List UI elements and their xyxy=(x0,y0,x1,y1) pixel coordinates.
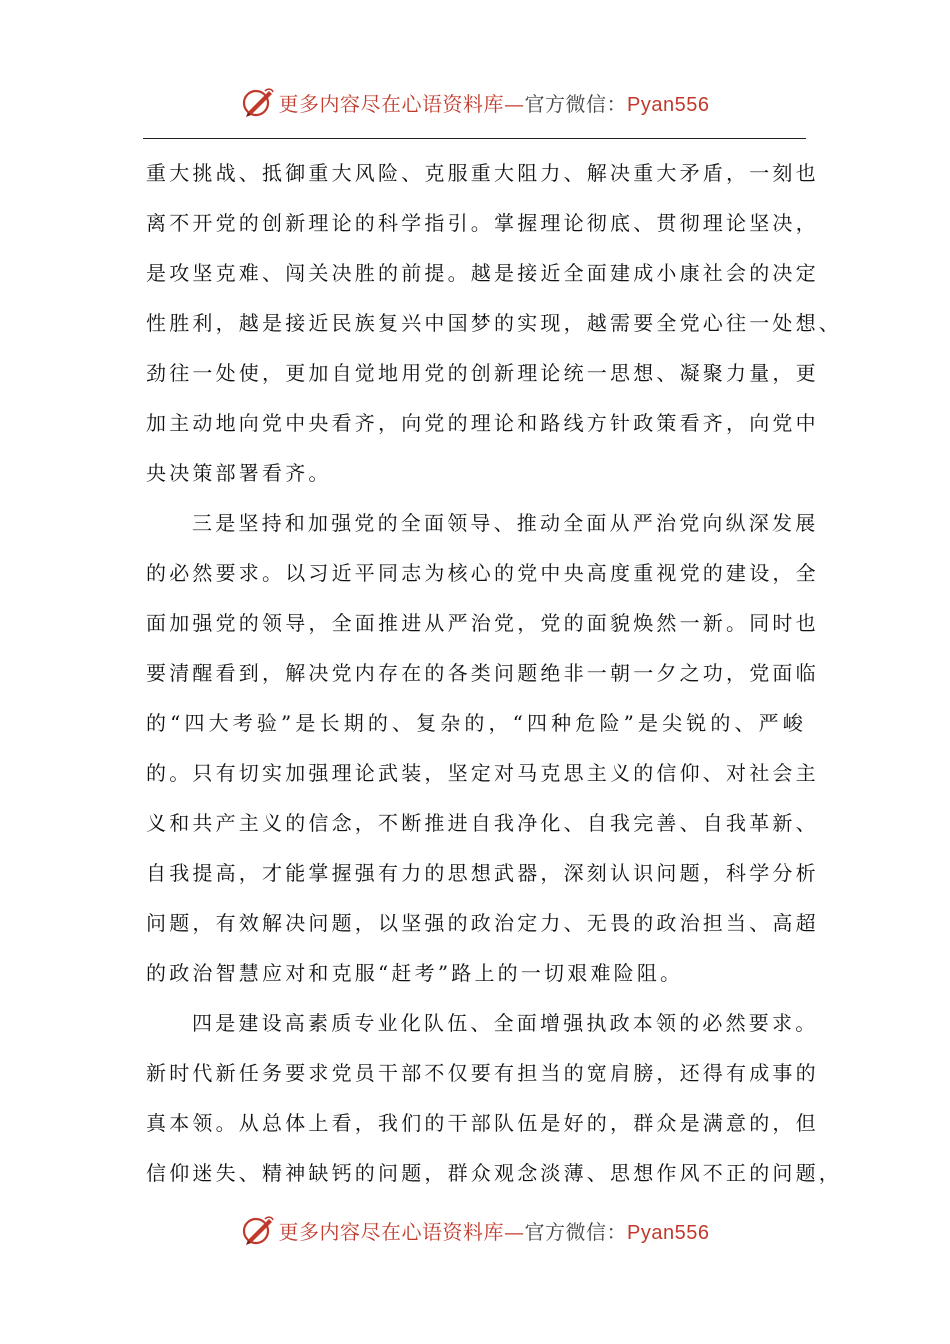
header-official: 官方微信： xyxy=(524,91,628,116)
text-line: 的“四大考验”是长期的、复杂的，“四种危险”是尖锐的、严峻 xyxy=(146,711,806,735)
paragraph-start-line: 四是建设高素质专业化队伍、全面增强执政本领的必然要求。 xyxy=(192,1011,819,1035)
text-line: 问题，有效解决问题，以坚强的政治定力、无畏的政治担当、高超 xyxy=(146,911,819,935)
footer-dash: — xyxy=(504,1219,525,1244)
text-line: 性胜利，越是接近民族复兴中国梦的实现，越需要全党心往一处想、 xyxy=(146,311,842,335)
text-line: 劲往一处使，更加自觉地用党的创新理论统一思想、凝聚力量，更 xyxy=(146,361,819,385)
text-line: 要清醒看到，解决党内存在的各类问题绝非一朝一夕之功，党面临 xyxy=(146,661,819,685)
footer-official: 官方微信： xyxy=(524,1219,628,1244)
header-dash: — xyxy=(504,91,525,116)
text-line: 新时代新任务要求党员干部不仅要有担当的宽肩膀，还得有成事的 xyxy=(146,1061,819,1085)
text-line: 离不开党的创新理论的科学指引。掌握理论彻底、贯彻理论坚决， xyxy=(146,211,819,235)
text-line: 信仰迷失、精神缺钙的问题，群众观念淡薄、思想作风不正的问题， xyxy=(146,1161,842,1185)
footer-wechat-id: Pyan556 xyxy=(627,1221,710,1244)
pen-logo-icon xyxy=(241,85,275,119)
header-banner xyxy=(0,82,950,122)
header-divider xyxy=(143,138,806,139)
header-site: 更多内容尽在心语资料库 xyxy=(278,91,505,116)
text-line: 央决策部署看齐。 xyxy=(146,461,332,485)
text-line: 是攻坚克难、闯关决胜的前提。越是接近全面建成小康社会的决定 xyxy=(146,261,819,285)
paragraph-start-line: 三是坚持和加强党的全面领导、推动全面从严治党向纵深发展 xyxy=(192,511,819,535)
text-line: 自我提高，才能掌握强有力的思想武器，深刻认识问题，科学分析 xyxy=(146,861,819,885)
header-text xyxy=(279,88,710,117)
pen-logo-icon xyxy=(241,1213,275,1247)
text-line: 真本领。从总体上看，我们的干部队伍是好的，群众是满意的，但 xyxy=(146,1111,819,1135)
text-line: 的。只有切实加强理论武装，坚定对马克思主义的信仰、对社会主 xyxy=(146,761,819,785)
document-body xyxy=(146,151,842,1201)
text-line: 的政治智慧应对和克服“赶考”路上的一切艰难险阻。 xyxy=(146,961,684,985)
footer-site: 更多内容尽在心语资料库 xyxy=(278,1219,505,1244)
text-line: 加主动地向党中央看齐，向党的理论和路线方针政策看齐，向党中 xyxy=(146,411,819,435)
text-line: 重大挑战、抵御重大风险、克服重大阻力、解决重大矛盾，一刻也 xyxy=(146,161,819,185)
text-line: 面加强党的领导，全面推进从严治党，党的面貌焕然一新。同时也 xyxy=(146,611,819,635)
text-line: 的必然要求。以习近平同志为核心的党中央高度重视党的建设，全 xyxy=(146,561,819,585)
footer-text xyxy=(279,1216,710,1245)
text-line: 义和共产主义的信念，不断推进自我净化、自我完善、自我革新、 xyxy=(146,811,819,835)
header-wechat-id: Pyan556 xyxy=(627,93,710,116)
footer-banner xyxy=(0,1210,950,1250)
